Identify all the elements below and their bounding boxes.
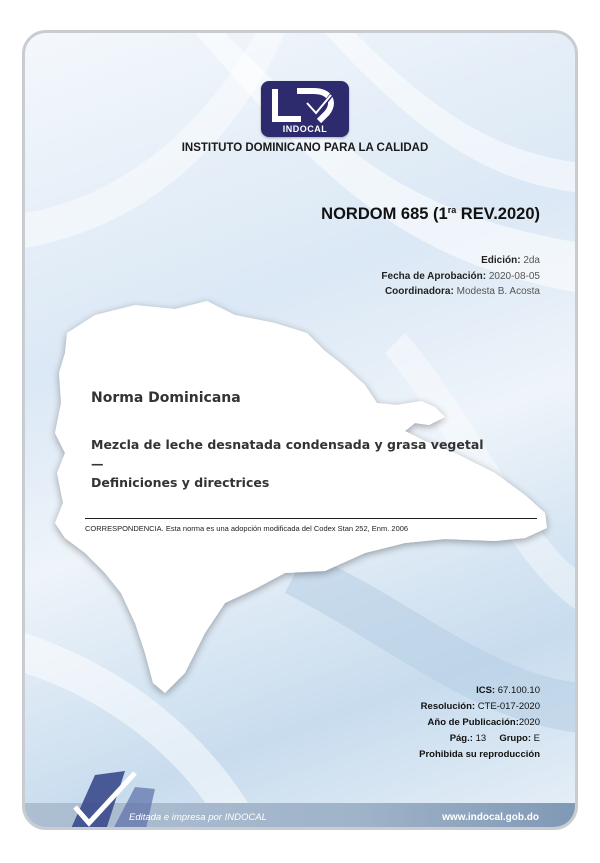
pages-group-line: Pág.: 13 Grupo: E xyxy=(449,733,540,744)
correspondence-note: CORRESPONDENCIA. Esta norma es una adopción modificada del Codex Stan 252, Enm. 2006 xyxy=(85,524,409,533)
document-title: Mezcla de leche desnatada condensada y grasa vegetal— Definiciones y directrices xyxy=(91,437,484,490)
ics-line: ICS: 67.100.10 xyxy=(476,685,540,696)
footer-website-link[interactable]: www.indocal.gob.do xyxy=(442,812,539,823)
cover-frame xyxy=(22,30,578,830)
publication-year-line: Año de Publicación:2020 xyxy=(427,717,540,728)
institute-name: INSTITUTO DOMINICANO PARA LA CALIDAD xyxy=(181,142,429,154)
document-type: Norma Dominicana xyxy=(91,390,241,406)
standard-code: NORDOM 685 ($1^{ra}$ REV.2020) xyxy=(321,205,540,223)
reproduction-notice: Prohibida su reproducción xyxy=(419,749,540,760)
edition-line: Edición: 2da xyxy=(481,255,540,266)
divider-line xyxy=(85,518,537,519)
footer-publisher: Editada e impresa por INDOCAL xyxy=(129,812,267,823)
coordinator-line: Coordinadora: Modesta B. Acosta xyxy=(384,286,540,297)
approval-date-line: Fecha de Aprobación: 2020-08-05 xyxy=(381,271,540,282)
indocal-logo: INDOCAL xyxy=(261,81,349,139)
resolution-line: Resolución: CTE-017-2020 xyxy=(420,701,540,712)
